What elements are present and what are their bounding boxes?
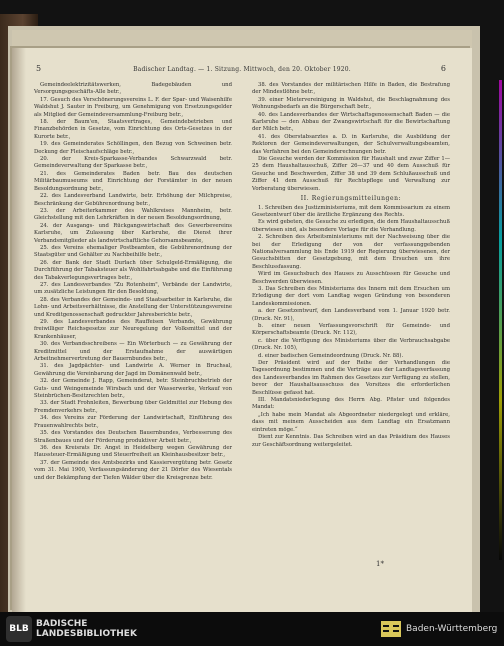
left-column: [34, 82, 232, 592]
right-column-entries: [252, 82, 450, 193]
left-column-paragraph: 29. des Landesverbandes des Rauffeisen Verbands, Gewährung freiwilliger Reichsgesetze zur Neuregelung der Volksmittel und der Krankenhäuser,: [34, 319, 232, 340]
right-column-paragraph: 1. Schreiben des Justizministeriums, mit dem Kommissarium zu einem Gesetzentwurf über die ärztliche Ergänzung des Rechts.: [252, 204, 450, 218]
left-column-paragraph: 35. des Vorstandes des Deutschen Bauernbundes, Verbesserung des Straßenbaues und der Förderung produktiver Arbeit betr.,: [34, 430, 232, 444]
right-column-paragraph: c. über die Verfügung des Ministeriums über die Verbrauchsabgabe (Druck. Nr. 105),: [252, 337, 450, 352]
left-column-paragraph: 31. des Jagdpächter- und Landwirte A. Werner in Bruchsal, Gewährung die Vereinbarung der Jagd im Domänenwald betr.,: [34, 363, 232, 377]
left-column-paragraph: 36. des Kreisrats Dr. Angst in Heidelberg wegen Gewährung der Haussteuer-Ermäßigung und Steuerfreiheit an Kleinhausbesitzer betr.,: [34, 444, 232, 459]
right-column-paragraph: a. der Gesetzentwurf, den Landesverband vom 1. Januar 1920 betr. (Druck. Nr. 91),: [252, 308, 450, 322]
right-column-paragraph: Dient zur Kenntnis. Das Schreiben wird an das Präsidium des Hauses zur Geschäftsordnung weitergeleitet.: [252, 434, 450, 448]
right-column-paragraph: 39. einer Mietervereinigung in Waldshut, die Beschlagnahmung des Wohnungsbedarfs an die Bürgerschaft betr.,: [252, 96, 450, 111]
scan-color-strip: [499, 80, 502, 560]
left-column-paragraph: 33. der Stadt Frohnleiten, Bewerbung über Geldmittel zur Hebung des Fremdenverkehrs betr.,: [34, 400, 232, 414]
left-column-paragraph: 23. der Arbeiterkammer des Wahlkreises Mannheim, betr. Gleichstellung mit den Lehrkräften in der neuen Besoldungsordnung,: [34, 207, 232, 222]
right-column-paragraph: b. einer neuen Verfassungsvorschrift für Gemeinde- und Körperschaftsbeamte (Druck. Nr. 112),: [252, 323, 450, 337]
right-column-paragraph: III. Mandatsniederlegung des Herrn Abg. Pfister und folgendes Mandat:: [252, 397, 450, 411]
left-column-paragraph: 25. des Vereins ehemaliger Postbeamten, die Gebührenordnung der Staatsgüter und Gehälter zu Nachbeihilfe betr.,: [34, 244, 232, 259]
blb-name[interactable]: [36, 619, 137, 639]
running-title: Badischer Landtag. — 1. Sitzung. Mittwoch, den 20. Oktober 1920.: [133, 66, 351, 73]
left-column-paragraph: 37. der Gemeinde des Amtsbezirks und Kassiervergütung betr. Gesetz vom 31. Mai 1900, Verfassungsänderung der 21 Dörfer des Wiesentals und der Bekämpfung der Tiefen Wälder über die Kreisgrenze betr.: [34, 459, 232, 481]
lions-coat-of-arms-icon[interactable]: [380, 619, 402, 639]
right-column-paragraph: Die Gesuche werden der Kommission für Haushalt und zwar Ziffer 1—25 dem Haushaltausschuß, Ziffer 26—37 und 40 dem Ausschuß für Gesuche und Beschwerden, Ziffer 38 und 39 dem Schlußausschuß und Ziffer 41 dem Ausschuß für Rechtspflege und Verwaltung zur Vorberatung überwiesen.: [252, 156, 450, 192]
blb-name-line1: BADISCHE: [36, 619, 88, 629]
signature-mark: 1*: [376, 560, 384, 568]
right-column-paragraph: „Ich habe mein Mandat als Abgeordneter niedergelegt und erkläre, dass mit meinem Ausscheiden aus dem Landtag ein Ersatzmann eintreten möge.“: [252, 411, 450, 433]
left-column-paragraph: 28. des Verbandes der Gemeinde- und Staatsarbeiter in Karlsruhe, die Lohn- und Arbeitsverhältnisse, die Anstellung der Unterstützungsvereine und Kreditgenossenschaft gedruckter Jahresberichte betr.,: [34, 296, 232, 318]
left-column-paragraph: 18. der Baum'en, Staatsvertrages, Gemeindebetrieben und Finanzbehörden in Gesetze, vom Einrichtung des Orts-Gesetzes in der Kurorte betr.,: [34, 119, 232, 140]
right-column-paragraph: 41. des Oberstabsarztes a. D. in Karlsruhe, die Ausbildung der Rektoren der Gemeindeverwaltungen, der Schulverwaltungsbeamten, das Verfahren bei den Gemeinderechnungen betr.: [252, 133, 450, 155]
left-column-paragraph: 32. der Gemeinde J. Rapp, Gemeinderat, betr. Steinbruchbetrieb der Guts- und Weingemeinde Wirsbach und der Wasserwerke, Verkauf von Steinbrüchen-Besitzrechten betr.,: [34, 378, 232, 400]
right-column-paragraph: d. einer badischen Gemeindeordnung (Druck. Nr. 88).: [258, 352, 404, 359]
right-column: [252, 82, 450, 592]
blb-name-line2: LANDESBIBLIOTHEK: [36, 629, 137, 639]
right-column-paragraph: 3. Das Schreiben des Ministeriums des Innern mit dem Ersuchen um Erledigung der dort vom Landtag wegen Gründung von besonderen Landeskommissionen.: [252, 285, 450, 307]
left-column-paragraph: 17. Gesuch des Verschönerungsvereins L. F. der Spar- und Waisenhilfe Waldshut J. Sauter in Freiburg, um Genehmigung von Ersetzungsgelder als Mitglied der Gemeindeversammlung-Freiburg betr.,: [34, 96, 232, 118]
left-column-paragraph: 26. der Bank der Stadt Durlach über Schulgeld-Ermäßigung, die Durchführung der Tabaksteuer als Wohlfahrtsabgabe und die Einführung des Tabakverlegungsvertrages betr.,: [34, 259, 232, 281]
right-column-paragraph: 2. Schreiben des Arbeitsministeriums mit der Nachweisung über die bei der Erledigung der von der verfassunggebenden Nationalversammlung bis Ende 1919 der Regierung überwiesenen, der Gesuchsbitten der Gesetzgebung, mit dem Ersuchen um ihre Beschlussfassung.: [252, 234, 450, 270]
right-column-paragraph: 38. des Vorstandes der militärischen Hilfe in Baden, die Bestrafung der Mindestlöhne betr.,: [252, 82, 450, 96]
left-column-paragraph: 30. des Verbandsschreibens — Ein Wörterbuch — zu Gewährung der Kreditmittel und der Erstaufnahme der auswärtigen Arbeitnehmervertretung der Bauernbundes betr.,: [34, 341, 232, 363]
left-column-paragraph: 20. der Kreis-Sparkasse-Verbandes Schwarzwald betr. Gemeindeverwaltung der Sparkasse betr.,: [34, 156, 232, 170]
right-column-paragraph: Es wird gebeten, die Gesuche zu erledigen, die dem Haushaltausschuß überwiesen sind, als besondere Vorlage für die Verhandlung.: [252, 219, 450, 233]
section-heading: II. Regierungsmitteilungen:: [300, 195, 402, 203]
left-column-paragraph: Gemeindeelektrizitätswerken, Badegebäuden und Versorgungsgeschäfts-Alle betr.,: [34, 82, 232, 96]
gutter-shadow: [12, 48, 26, 612]
left-column-paragraph: 19. des Gemeinderates Schöllingen, den Bezug von Schweinen betr. Deckung der Fleischaufschläge betr.,: [34, 141, 232, 155]
page-number-right: 6: [440, 64, 446, 73]
left-column-paragraph: 34. des Vereins zur Förderung der Landwirtschaft, Einführung des Frauenwahlrechts betr.,: [34, 415, 232, 429]
right-column-communications: [252, 205, 450, 449]
left-column-paragraph: 22. des Landesverband Landwirte, betr. Erhöhung der Milchpreise, Beschränkung der Gebührenordnung betr.,: [34, 193, 232, 207]
right-column-paragraph: 40. des Landesverbandes der Wirtschaftsgenossenschaft Baden — die Karlsruhe — den Abbau der Zwangswirtschaft für die Bewirtschaftung der Milch betr.,: [252, 111, 450, 133]
left-column-paragraph: 21. des Gemeinderates Baden betr. Bau des deutschen Militärbaumuseums und Einrichtung der Forstämter in der neuen Besoldungsordnung betr.,: [34, 170, 232, 192]
page-number-left: 5: [36, 64, 42, 73]
left-column-paragraph: 27. des Landesverbandes "Zu Rotenheim", Verbände der Landwirte, um zusätzliche Leistungen für den Besoldung,: [34, 281, 232, 296]
blb-logo[interactable]: BLB: [6, 616, 32, 642]
bw-label[interactable]: Baden-Württemberg: [406, 624, 498, 634]
right-column-paragraph: Der Präsident wird auf der Reihe der Verhandlungen die Tagesordnung bestimmen und die Verträge aus der Landtagsverfassung des Landesverbandes im Rahmen des Gesetzes zur Verfügung zu stellen, bevor der Haushaltsausschuss des Vorsitzes die erforderlichen Beschlüsse gefasst hat.: [252, 360, 450, 396]
right-column-paragraph: Wird im Gesuchsbuch des Hauses zu Ausschüssen für Gesuche und Beschwerden überwiesen.: [252, 271, 450, 285]
left-column-paragraph: 24. der Ausgangs- und Rückgangswirtschaft des Gewerbevereins Karlsruhe, um Zulassung über Karlsruhe, die Dienst ihrer Verbandsmitglieder als landwirtschaftliche Gehorsamsbeamte,: [34, 222, 232, 244]
